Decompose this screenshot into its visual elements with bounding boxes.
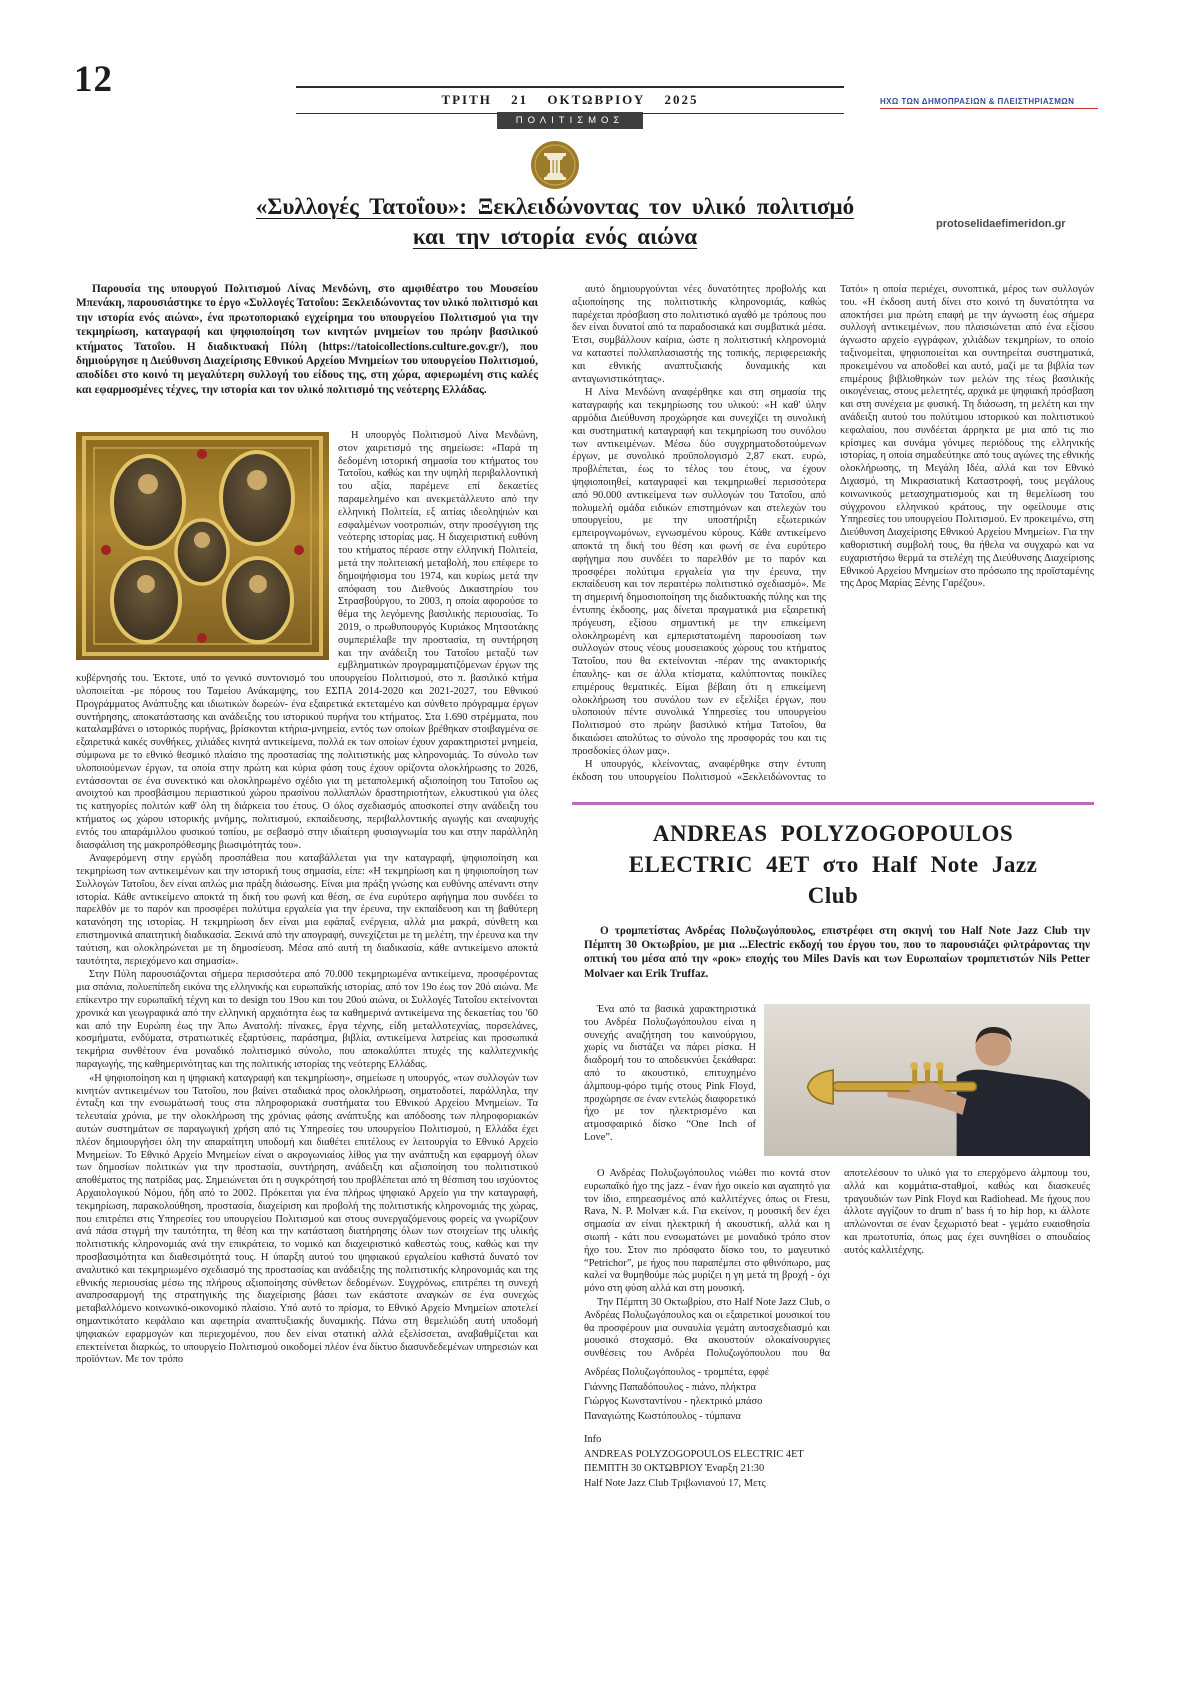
watermark-url: protoselidaefimeridon.gr	[936, 218, 1066, 230]
article-jazz-credits	[584, 1366, 1014, 1491]
article-jazz-title-line3: Club	[807, 883, 859, 908]
article-jazz-title-line2: ELECTRIC 4ET στο Half Note Jazz	[628, 852, 1038, 877]
article-body-paragraph: Ένα από τα βασικά χαρακτηριστικά του Ανδρέα Πολυζωγόπουλου είναι η συνεχής αναζήτηση του καινούργιου, χωρίς να διστάζει να πάρει ρίσκα. Η διαδρομή του το αποδεικνύει ξεκάθαρα: από το ακουστικό, επιτυχημένο άλμπουμ-φόρο τιμής στους Pink Floyd, προχώρησε σε έναν εντελώς διαφορετικό ήχο με τον ηλεκτρισμένο και ατμοσφαιρικό δίσκο “One Inch of Love”.	[584, 1004, 756, 1143]
masthead-logo: ΗΧΩ ΤΩΝ ΔΗΜΟΠΡΑΣΙΩΝ & ΠΛΕΙΣΤΗΡΙΑΣΜΩΝ	[880, 97, 1098, 109]
credit-line: Παναγιώτης Κωστόπουλος - τύμπανα	[584, 1410, 741, 1422]
article-tatoi-body	[76, 430, 538, 1542]
article-tatoi-continuation	[572, 284, 1094, 794]
info-label: Info	[584, 1434, 602, 1445]
date-text: ΤΡΙΤΗ 21 ΟΚΤΩΒΡΙΟΥ 2025	[441, 92, 699, 107]
article-jazz-title	[572, 818, 1094, 911]
credit-line: Γιάννης Παπαδόπουλος - πιάνο, πλήκτρα	[584, 1381, 756, 1393]
article-body-paragraph: Την Πέμπτη 30 Οκτωβρίου, στο Half Note Jazz Club, ο Ανδρέας Πολυζωγόπουλος και οι εξαιρετικοί μουσικοί του θα προσφέρουν μια συναυλία γεμάτη αυτοσχεδιασμό και μουσικό στοχασμό. Θα ακουστούν ολοκαίνουργιες συνθέσεις του Ανδρέα Πολυζωγόπουλου που θα αποτελέσουν το υλικό για το επερχόμενο άλμπουμ του, αλλά και κομμάτια-σταθμοί, καθώς και διασκευές τραγουδιών των Pink Floyd και Radiohead. Με ήχους που άλλοτε αγγίζουν το drum n' bass ή το hip hop, κι άλλοτε απλώνονται σε έναν ξεχωριστό beat - γεμάτο ευαισθησία και πρωτοτυπία, όπως μας έχει συνηθίσει ο σπουδαίος αυτός καλλιτέχνης.	[584, 1168, 1090, 1360]
gilded-icon-photo	[76, 432, 329, 660]
date-band	[296, 86, 844, 114]
article-body-paragraph: Η Λίνα Μενδώνη αναφέρθηκε και στη σημασία της καταγραφής και τεκμηρίωσης του υλικού: «Η καθ' ύλην αρμόδια Διεύθυνση προχώρησε και συνεχίζει τη συνολική και συστηματική καταγραφή και τεκμηρίωση του συνόλου των αντικειμένων. Μέσω δύο συγχρηματοδοτούμενων έργων, με συνολικό προϋπολογισμό 2,87 εκατ. ευρώ, προβλέπεται, έως το τέλος του έτους, να έχουν ψηφιοποιηθεί, καταγραφεί και τεκμηριωθεί περισσότερα από 90.000 αντικείμενα των συλλογών του Τατοΐου, από πολυμελή ομάδα ειδικών επιστημόνων και στελεχών του υπουργείου, με την υποστήριξη εξωτερικών εμπειρογνωμόνων, εγνωσμένου κύρους. Κάθε αντικείμενο αποκτά τη δική του θέση και φωνή σε ένα ευρύτερο αφήγημα που συνδέει το παρελθόν με το παρόν και προσφέρει πολύτιμα εργαλεία για την έρευνα, την εκπαίδευση και τον περαιτέρω πολιτιστικό σχεδιασμό». Με τη σημερινή δημοσιοποίηση της διαδικτυακής πύλης και της έντυπης έκδοσης, μας δίνεται πραγματικά μια εξαιρετική πρόγευση, εξίσου σημαντική με την επικείμενη ολοκληρωμένη και εμπεριστατωμένη παρουσίαση των συλλογών στους νέους μουσειακούς χώρους του κτήματος Τατοΐου, που θα εκτείνονται -πέραν της ανακτορικής έπαυλης- και σε άλλα κτίσματα, καλύπτοντας ποικίλες επιμέρους θεματικές. Είμαι βέβαιη ότι η επικείμενη ολοκλήρωση του συνόλου των εν εξελίξει έργων, που υλοποιούν πέντε συνολικά Υπηρεσίες του υπουργείου Πολιτισμού στο πρώην βασιλικό κτήμα Τατοΐου, θα δικαιώσει απολύτως το σύνολο της προσφοράς του και τις προσδοκίες όλων μας».	[572, 387, 826, 757]
article-body-paragraph: αυτό δημιουργούνται νέες δυνατότητες προβολής και αξιοποίησης της πολιτιστικής κληρονομιάς, καθώς παρέχεται πρόσβαση στο πολιτιστικό αγαθό με τρόπους που δεν είναι δυνατοί από τα παραδοσιακά και συμβατικά μέσα. Έτσι, συμβάλλουν καίρια, ώστε η πολιτιστική κληρονομιά να καταστεί πολλαπλασιαστής της τοπικής, περιφερειακής και εθνικής αναπτυξιακής δυναμικής και ανταγωνιστικότητας».	[572, 284, 826, 385]
info-line: Half Note Jazz Club Τριβωνιανού 17, Μετς	[584, 1477, 766, 1489]
article-divider-rule	[572, 802, 1094, 805]
credit-line: Γιώργος Κωνσταντίνου - ηλεκτρικό μπάσο	[584, 1396, 763, 1407]
article-body-paragraph: Η υπουργός, κλείνοντας, αναφέρθηκε στην έντυπη έκδοση του υπουργείου Πολιτισμού «Ξεκλειδώνοντας το Τατόι» η οποία περιέχει, συνοπτικά, μέρος των συλλογών του. «Η έκδοση αυτή δίνει στο κοινό τη δυνατότητα να αποκτήσει μια πρώτη επαφή με την άγνωστη έως σήμερα συλλογή αντικειμένων, που πλαισιώνεται από ένα εξίσου άγνωστο αρχείο εγγράφων, χιλιάδων τεκμηρίων, το οποίο ταξινομείται, ψηφιοποιείται και συντηρείται συστηματικά, προκειμένου να αποδοθεί και αυτό, μαζί με τα βιβλία των επιμέρους βιβλιοθηκών των μελών της τέως βασιλικής οικογένειας, στους μελετητές, αρχικά με ψηφιακή πρόσβαση και στη συνέχεια με φυσική. Τη διάσωση, τη μελέτη και την ανάδειξη αυτού του πολύτιμου ιστορικού και πολιτιστικού κεφαλαίου, που συνδέεται άρρηκτα με μια από τις πιο κρίσιμες και συνάμα γόνιμες περιόδους της ελληνικής ιστορίας, η οποία σημαδεύτηκε από τους αγώνες της εθνικής ολοκλήρωσης, τη Μεγάλη Ιδέα, αλλά και τον Εθνικό Διχασμό, τη Μικρασιατική Καταστροφή, τους μεγάλους κοινωνικούς μετασχηματισμούς και τη θεμελίωση του σύγχρονου ελληνικού κράτους, την οφείλουμε στις Υπηρεσίες του υπουργείου Πολιτισμού. Εν προκειμένω, στη Διεύθυνση Διαχείρισης Εθνικού Αρχείου Μνημείων. Για την καθοριστική συμβολή τους, θα ήθελα να συγχαρώ και να ευχαριστήσω θερμά τα στελέχη της Διεύθυνσης Διαχείρισης Εθνικού Αρχείου Μνημείων στο πρόσωπο της προϊσταμένης της Δρος Μαρίας Ξένης Γαρέζου».	[572, 284, 1094, 784]
article-jazz-columns	[584, 1168, 1090, 1364]
article-body-paragraph: Αναφερόμενη στην εργώδη προσπάθεια που καταβάλλεται για την καταγραφή, ψηφιοποίηση και τεκμηρίωση των αντικειμένων και την ιστορική τους σημασία, είπε: «Η τεκμηρίωση και η ψηφιοποίηση των Συλλογών Τατοΐου, δεν είναι απλώς μια πράξη διάσωσης. Είναι μια πράξη γνώσης και ευθύνης απέναντι στην ιστορία. Κάθε αντικείμενο αποκτά τη δική του φωνή και θέση, σε ένα ευρύτερο αφήγημα που συνδέει το παρελθόν με το παρόν και προσφέρει πολύτιμα εργαλεία για την έρευνα, την εκπαίδευση και τη βαθύτερη κατανόηση της ιστορίας. Η τεκμηρίωση δεν είναι μια εφάπαξ ενέργεια, αλλά μια μακρά, σύνθετη και επιστημονικά απαιτητική διαδικασία. Ξεκινά από την απογραφή, συνεχίζεται με τη μελέτη, την έρευνα και την ταύτιση, και ολοκληρώνεται με τη δημοσίευση. Μέσα από αυτή τη διαδικασία, κάθε αντικείμενο αποκτά ταυτότητα, περιεχόμενο και σημασία».	[76, 853, 538, 967]
section-label: ΠΟΛΙΤΙΣΜΟΣ	[497, 112, 643, 129]
article-body-paragraph: Ο Ανδρέας Πολυζωγόπουλος νιώθει πιο κοντά στον ευρωπαϊκό ήχο της jazz - έναν ήχο οικείο και αγαπητό για τον ίδιο, επηρεασμένος από καλλιτέχνες όπως οι Fresu, Rava, N. P. Molvær κ.ά. Για εκείνον, η μουσική δεν έχει σημασία αν είναι ηλεκτρική ή ακουστική, αλλά και η σιωπή - κάτι που ενσωματώνει με μοναδικό τρόπο στον ήχο του. Στον πιο πρόσφατο δίσκο του, το μαγευτικό “Petrichor”, με ήχος που παραπέμπει στο φθινόπωρο, μας καλεί να θυμηθούμε πώς μυρίζει η γη μετά τη βροχή - όχι μόνο στη φύση αλλά και στη μουσική.	[584, 1168, 830, 1295]
page-number: 12	[74, 59, 113, 100]
article-tatoi-title-line1: «Συλλογές Τατοΐου»: Ξεκλειδώνοντας τον υλικό πολιτισμό	[255, 194, 855, 219]
article-tatoi-title	[110, 192, 1000, 252]
article-body-paragraph: Η υπουργός Πολιτισμού Λίνα Μενδώνη, στον χαιρετισμό της σημείωσε: «Παρά τη δεδομένη ιστορική σημασία του κτήματος του Τατοΐου, καθώς και την υψηλή περιβαλλοντική του αξία, παρέμενε επί δεκαετίες παραμελημένο και ανεκμετάλλευτο από την ελληνική Πολιτεία, εξ αιτίας ιδεοληψιών και εσφαλμένων νοοτροπιών, στην προσέγγιση της νεότερης ιστορίας μας. Η διαχειριστική ευθύνη του κτήματος πέρασε στην ελληνική Πολιτεία, μετά την πολιτειακή μεταβολή, που επέφερε το δημοψήφισμα του 1974, και κυρίως μετά την απόφαση του Διεθνούς Δικαστηρίου του Στρασβούργου, το 2003, η οποία αφορούσε το θέμα της λεγόμενης βασιλικής περιουσίας. Το 2019, ο πρωθυπουργός Κυριάκος Μητσοτάκης συμπεριέλαβε την προστασία, τη συντήρηση και την ανάδειξη του Τατοΐου μεταξύ των εμβληματικών προγραμματιζόμενων έργων της κυβέρνησής του. Έκτοτε, υπό το γενικό συντονισμό του υπουργείου Πολιτισμού, στο π. βασιλικό κτήμα υλοποιείται -με πόρους του Ταμείου Ανάκαμψης, του ΕΣΠΑ 2014-2020 και 2021-2027, του Εθνικού Προγράμματος Ανάπτυξης και ιδιωτικών δωρεών- ένα εξαιρετικά εκτεταμένο και σύνθετο πρόγραμμα έργων συντήρησης, αποκατάστασης και ανάδειξης του ιστορικού πυρήνα του κτήματος. Στα 1.690 στρέμματα, που καταλαμβάνει ο ιστορικός πυρήνας, βρίσκονται κτήρια-μνημεία, εντός των οποίων βρέθηκαν στοιβαγμένα σε εξαιρετικά κακές συνθήκες, χιλιάδες κινητά αντικείμενα, πολλά εκ των οποίων έχουν χαρακτηριστεί μνημεία, σύμφωνα με το εθνικό θεσμικό πλαίσιο της προστασίας της πολιτιστικής μας κληρονομιάς. Το σύνολο των υλοποιούμενων έργων, τα οποία στην πρώτη και κύρια φάση τους έχουν ορίζοντα ολοκλήρωσης το 2026, εντάσσονται σε ένα συνεκτικό και ολοκληρωμένο σχέδιο για τη μεταπολεμική αξιοποίηση του Τατοΐου ως ανοιχτού και προσβάσιμου περιαστικού χώρου πρασίνου πολλαπλών δραστηριοτήτων, ελκυστικού για όλες τις κατηγορίες πολιτών καθ' όλη τη διάρκεια του έτους. Ο όλος σχεδιασμός αποσκοπεί στην ανάδειξη του κτήματος ως χώρου ιστορικής μνήμης, πολιτισμού, εκπαίδευσης, περιβαλλοντικής αγωγής και αναψυχής εντός του απαράμιλλου φυσικού τοπίου, με σεβασμό στην ιδιαίτερη φυσιογνωμία του και στην παράλληλη διασφάλιση της μακροπρόθεσμης βιωσιμότητάς του».	[76, 430, 538, 851]
article-jazz-photo-row	[584, 1004, 1090, 1160]
info-line: ANDREAS POLYZOGOPOULOS ELECTRIC 4ET	[584, 1448, 804, 1460]
info-line: ΠΕΜΠΤΗ 30 ΟΚΤΩΒΡΙΟΥ Έναρξη 21:30	[584, 1463, 765, 1474]
culture-column-emblem	[530, 140, 580, 190]
credit-line: Ανδρέας Πολυζωγόπουλος - τρομπέτα, εφφέ	[584, 1367, 770, 1378]
column-icon	[530, 140, 580, 190]
article-jazz-title-line1: ANDREAS POLYZOGOPOULOS	[652, 821, 1014, 846]
article-body-paragraph: Στην Πύλη παρουσιάζονται σήμερα περισσότερα από 70.000 τεκμηριωμένα αντικείμενα, προσφέροντας μια σπάνια, πολυεπίπεδη εικόνα της ελληνικής και ευρωπαϊκής ιστορίας, από τον 19ο έως τον 20ό αιώνα. Με επίκεντρο την ευρωπαϊκή τέχνη και το design του 19ου και του 20ού αιώνα, οι Συλλογές Τατοΐου εκτείνονται χρονικά και γεωγραφικά από την ελληνική αρχαιότητα έως τα καθημερινά αντικείμενα της δεκαετίας του '60 και από την Ευρώπη έως την Άπω Ανατολή: πίνακες, έργα τέχνης, είδη μεταλλοτεχνίας, πορσελάνες, κοσμήματα, ενδύματα, στρατιωτικές εξαρτύσεις, παράσημα, βιβλία, αντικείμενα λατρείας και προσωπικά τεκμήρια συνθέτουν ένα μοναδικό πολιτισμικό σύνολο, που αποκαλύπτει πτυχές της καλλιτεχνικής παραγωγής, της καθημερινότητας και της πολιτικής ιστορίας της νεότερης Ελλάδας.	[76, 969, 538, 1071]
article-tatoi-lead: Παρουσία της υπουργού Πολιτισμού Λίνας Μενδώνη, στο αμφιθέατρο του Μουσείου Μπενάκη, παρουσιάστηκε το έργο «Συλλογές Τατοΐου: Ξεκλειδώνοντας τον υλικό πολιτισμό και την ιστορία ενός αιώνα», ένα πρωτοποριακό εγχείρημα του υπουργείου Πολιτισμού για την τεκμηρίωση, καταγραφή και ψηφιοποίηση των κινητών μνημείων του πρώην βασιλικού κτήματος Τατοΐου. Η διαδικτυακή Πύλη (https://tatoicollections.culture.gov.gr/), που δημιούργησε η Διεύθυνση Διαχείρισης Εθνικού Αρχείου Μνημείων του υπουργείου Πολιτισμού, αποδίδει στο κοινό τη μεγαλύτερη συλλογή του είδους της, στη χώρα, αφιερωμένη στις καλές και εφαρμοσμένες τέχνες, την ιστορία και τον υλικό πολιτισμό της νεότερης Ελλάδας.	[76, 283, 538, 396]
article-jazz-intro-column	[584, 1004, 756, 1160]
article-tatoi-title-line2: και την ιστορία ενός αιώνα	[412, 224, 698, 249]
trumpeter-photo	[764, 1004, 1090, 1156]
article-jazz-lead: Ο τρομπετίστας Ανδρέας Πολυζωγόπουλος, επιστρέφει στη σκηνή του Half Note Jazz Club την Πέμπτη 30 Οκτωβρίου, με μια ...Electric εκδοχή του έργου του, που το παρουσιάζει φιλτράροντας την οπτική του μέσα από την «ροκ» εποχής του Miles Davis και των Ευρωπαίων τρομπετιστών Nils Petter Molvaer και Erik Truffaz.	[584, 925, 1090, 980]
article-body-paragraph: «Η ψηφιοποίηση και η ψηφιακή καταγραφή και τεκμηρίωση», σημείωσε η υπουργός, «των συλλογών των κινητών αντικειμένων του Τατοΐου, που βαίνει σταδιακά προς ολοκλήρωση, σηματοδοτεί, παράλληλα, την ένταξη και την ενσωμάτωσή τους στα πληροφοριακά συστήματα του Εθνικού Αρχείου Μνημείων. Τα τελευταία χρόνια, με την ολοκλήρωση της χρόνιας φάσης ανάπτυξης και απόδοσης των πληροφοριακών αυτών συστημάτων σε παραγωγική χρήση από τις Υπηρεσίες του υπουργείου Πολιτισμού, η Ελλάδα έχει πλέον δημιουργήσει όλη την απαραίτητη υποδομή και διαθέτει επιτέλους εν λειτουργία το Εθνικό Αρχείο Μνημείων. Το Εθνικό Αρχείο Μνημείων είναι ο ακρογωνιαίος λίθος για την ανάπτυξη και εφαρμογή όλων των δημοσίων πολιτικών για την προστασία, συντήρηση, ανάδειξη και αξιοποίηση του πολιτιστικού αποθέματος της πατρίδας μας. Σημειώνεται ότι η συγκρότησή του προβλέπεται από τη θέσπιση του ισχύοντος Αρχαιολογικού Νόμου, ήδη από το 2002. Πρόκειται για ένα πλήρως ψηφιακό Αρχείο για την καταγραφή, τεκμηρίωση, παρακολούθηση, προστασία, διαχείριση και προβολή της πολιτιστικής κληρονομιάς της χώρας, που επιτρέπει στις Υπηρεσίες του υπουργείου Πολιτισμού και στους συνεργαζόμενους φορείς να γνωρίζουν ανά πάσα στιγμή την ταυτότητα, τη θέση και την κατάσταση διατήρησης όλων των στοιχείων της υλικής πολιτιστικής κληρονομιάς ανά την επικράτεια, το νομικό και διαχειριστικό καθεστώς τους, καθώς και την προσβασιμότητα και διαθεσιμότητά τους. Η ύπαρξη αυτού του ψηφιακού εργαλείου καθιστά δυνατό τον αναλυτικό και τεκμηριωμένο σχεδιασμό της προστασίας και ανάδειξης της πολιτιστικής κληρονομιάς και της εθνικής περιουσίας μέσω της πλήρους αξιοποίησης σύνθετων δεδομένων. Συγχρόνως, επιτρέπει τη συνεχή αναπροσαρμογή της στρατηγικής της διαχείρισης βάσει των εκάστοτε αναγκών σε ένα συνεχώς μεταβαλλόμενο κοινωνικό-οικονομικό πλαίσιο. Υπό αυτό το πρίσμα, το Εθνικό Αρχείο Μνημείων αποτελεί σημαντικότατο κεφάλαιο και αφετηρία αναπτυξιακής δυναμικής. Πάνω στη θεμελιώδη αυτή υποδομή ψηφιακών εφαρμογών και περιεχομένου, που δεν είναι στατική αλλά εξελίσσεται, αναβαθμίζεται και επεκτείνεται διαρκώς, το υπουργείο Πολιτισμού οικοδομεί πλέον ένα δίκτυο διασυνδεδεμένων υπηρεσιών και προϊόντων. Με τον τρόπο	[76, 1072, 538, 1366]
